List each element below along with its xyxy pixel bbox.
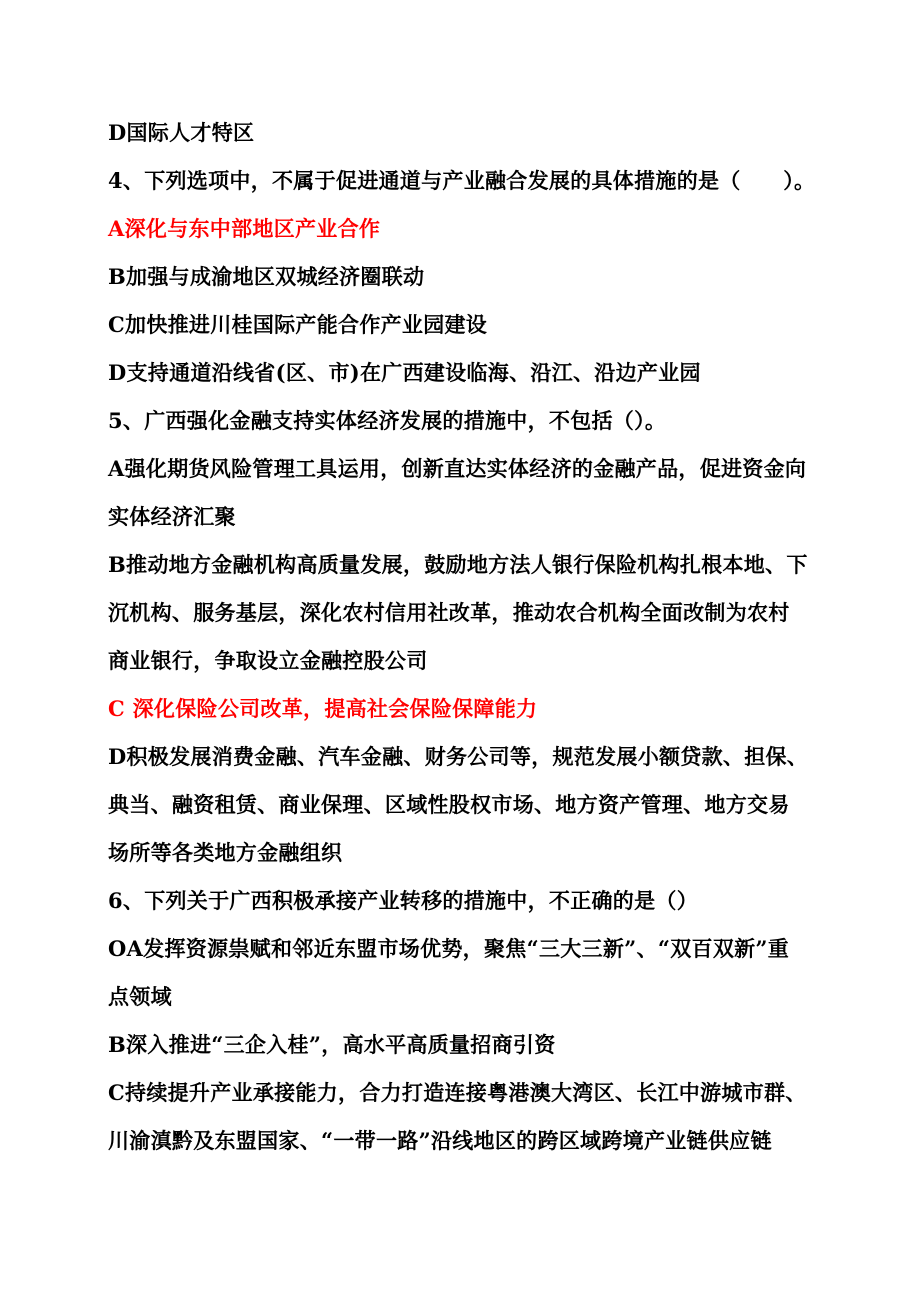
option-c-q4: C加快推进川桂国际产能合作产业园建设 [108, 312, 488, 337]
question-4: 4、下列选项中，不属于促进通道与产业融合发展的具体措施的是（ ）。 [108, 168, 816, 193]
option-d-q5-line3: 场所等各类地方金融组织 [108, 840, 343, 865]
option-a-q4-answer: A深化与东中部地区产业合作 [108, 216, 381, 241]
option-b-q5-line3: 商业银行，争取设立金融控股公司 [108, 648, 428, 673]
option-a-q6-line1: OA发挥资源祟赋和邻近东盟市场优势，聚焦“三大三新”、“双百双新”重 [108, 936, 790, 961]
option-a-q5-line2: 实体经济汇聚 [108, 504, 236, 529]
option-c-q5-answer: C 深化保险公司改革，提高社会保险保障能力 [108, 696, 538, 721]
option-a-q6-line2: 点领域 [108, 984, 172, 1009]
question-5: 5、广西强化金融支持实体经济发展的措施中，不包括（）。 [108, 408, 667, 433]
option-a-q5-line1: A强化期货风险管理工具运用，创新直达实体经济的金融产品，促进资金向 [108, 456, 807, 481]
option-d-q4: D支持通道沿线省(区、市)在广西建设临海、沿江、沿边产业园 [108, 360, 701, 385]
option-b-q4: B加强与成渝地区双城经济圈联动 [108, 264, 425, 289]
option-b-q5-line2: 沉机构、服务基层，深化农村信用社改革，推动农合机构全面改制为农村 [108, 600, 790, 625]
option-d-q3: D国际人才特区 [108, 120, 255, 145]
option-c-q6-line2: 川渝滇黔及东盟国家、“一带一路”沿线地区的跨区域跨境产业链供应链 [108, 1128, 772, 1153]
option-c-q6-line1: C持续提升产业承接能力，合力打造连接粤港澳大湾区、长江中游城市群、 [108, 1080, 807, 1105]
option-d-q5-line2: 典当、融资租赁、商业保理、区域性股权市场、地方资产管理、地方交易 [108, 792, 790, 817]
option-b-q5-line1: B推动地方金融机构高质量发展，鼓励地方法人银行保险机构扎根本地、下 [108, 552, 808, 577]
question-6: 6、下列关于广西积极承接产业转移的措施中，不正确的是（） [108, 888, 699, 913]
option-d-q5-line1: D积极发展消费金融、汽车金融、财务公司等，规范发展小额贷款、担保、 [108, 744, 809, 769]
option-b-q6: B深入推进“三企入桂”，高水平高质量招商引资 [108, 1032, 556, 1057]
